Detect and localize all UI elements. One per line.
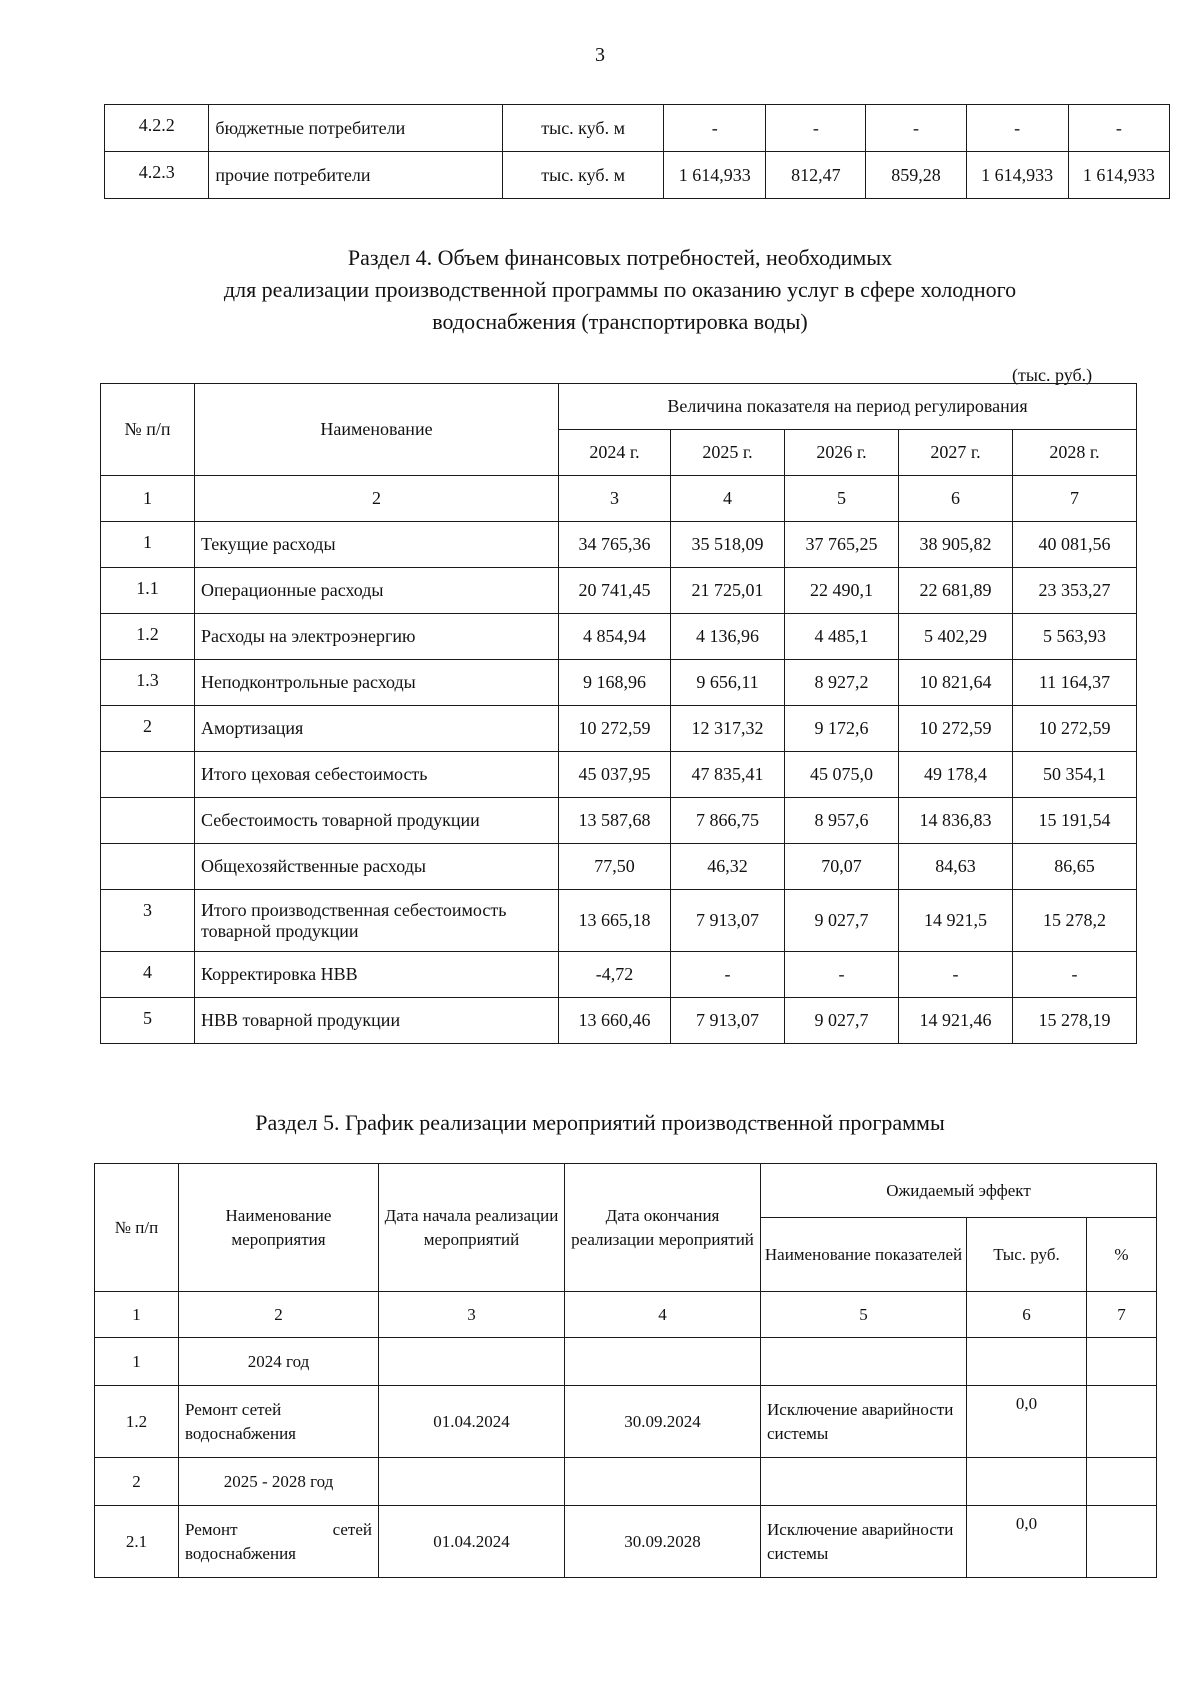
row-name: прочие потребители [209,152,503,199]
row-number: 1.2 [95,1386,179,1458]
header-name: Наименование мероприятия [179,1164,379,1292]
value-cell: 22 490,1 [785,568,899,614]
header-indicators: Наименование показателей [761,1218,967,1292]
row-name: бюджетные потребители [209,105,503,152]
col-number: 3 [379,1292,565,1338]
value-cell: 14 921,46 [899,998,1013,1044]
row-name: Общехозяйственные расходы [195,844,559,890]
value-cell: 9 027,7 [785,998,899,1044]
value-cell: 21 725,01 [671,568,785,614]
value-cell: -4,72 [559,952,671,998]
table-row [105,152,1170,199]
value-cell: 1 614,933 [966,152,1068,199]
value-cell: 4 485,1 [785,614,899,660]
value-cell: 9 172,6 [785,706,899,752]
header-year: 2024 г. [559,430,671,476]
value-cell: 15 278,19 [1013,998,1137,1044]
group-label: 2024 год [179,1338,379,1386]
value-cell: 50 354,1 [1013,752,1137,798]
row-name: Текущие расходы [195,522,559,568]
row-number [101,798,195,844]
row-name: Итого цеховая себестоимость [195,752,559,798]
column-number-row [101,476,1137,522]
table-row [101,614,1137,660]
section4-title-line: Раздел 4. Объем финансовых потребностей, необходимых [347,245,893,270]
row-start-date: 01.04.2024 [379,1506,565,1578]
value-cell: - [1013,952,1137,998]
value-cell: 37 765,25 [785,522,899,568]
row-number: 4.2.3 [105,152,209,199]
value-cell: 13 665,18 [559,890,671,952]
row-name: НВВ товарной продукции [195,998,559,1044]
value-cell: 84,63 [899,844,1013,890]
header-thousand-rub: Тыс. руб. [967,1218,1087,1292]
value-cell: 9 168,96 [559,660,671,706]
col-number: 1 [101,476,195,522]
value-cell: 7 913,07 [671,890,785,952]
row-name: Себестоимость товарной продукции [195,798,559,844]
value-cell: 8 927,2 [785,660,899,706]
col-number: 6 [899,476,1013,522]
value-cell: - [766,105,866,152]
header-row [95,1164,1157,1218]
table-row [101,952,1137,998]
value-cell: 70,07 [785,844,899,890]
header-end: Дата окончания реализации мероприятий [565,1164,761,1292]
value-cell: 34 765,36 [559,522,671,568]
row-percent [1087,1386,1157,1458]
col-number: 1 [95,1292,179,1338]
header-percent: % [1087,1218,1157,1292]
value-cell: 40 081,56 [1013,522,1137,568]
col-number: 7 [1013,476,1137,522]
value-cell: 10 272,59 [899,706,1013,752]
row-number: 1.1 [101,568,195,614]
row-number: 4 [101,952,195,998]
row-value: 0,0 [967,1506,1087,1578]
value-cell: 38 905,82 [899,522,1013,568]
row-name: Корректировка НВВ [195,952,559,998]
value-cell: 1 614,933 [664,152,766,199]
value-cell: 46,32 [671,844,785,890]
row-name: Операционные расходы [195,568,559,614]
table-row [95,1386,1157,1458]
section4-title [150,242,1090,338]
value-cell: 12 317,32 [671,706,785,752]
row-number [101,752,195,798]
col-number: 4 [671,476,785,522]
value-cell: 35 518,09 [671,522,785,568]
row-percent [1087,1506,1157,1578]
row-name: Неподконтрольные расходы [195,660,559,706]
value-cell: - [866,105,966,152]
value-cell: 10 821,64 [899,660,1013,706]
table-row [101,752,1137,798]
col-number: 7 [1087,1292,1157,1338]
table-row [101,890,1137,952]
col-number: 2 [179,1292,379,1338]
header-num: № п/п [101,384,195,476]
value-cell: 11 164,37 [1013,660,1137,706]
value-cell: 4 854,94 [559,614,671,660]
row-name: Итого производственная себестоимость товарной продукции [195,890,559,952]
header-name: Наименование [195,384,559,476]
table-row [101,798,1137,844]
value-cell: 86,65 [1013,844,1137,890]
row-number: 1.2 [101,614,195,660]
value-cell: 13 660,46 [559,998,671,1044]
col-number: 2 [195,476,559,522]
section4-title-line: водоснабжения (транспортировка воды) [432,309,808,334]
value-cell: 7 866,75 [671,798,785,844]
row-number: 4.2.2 [105,105,209,152]
value-cell: 45 037,95 [559,752,671,798]
row-number: 3 [101,890,195,952]
table-row [101,568,1137,614]
value-cell: 9 656,11 [671,660,785,706]
header-year: 2027 г. [899,430,1013,476]
group-number: 2 [95,1458,179,1506]
value-cell: 10 272,59 [1013,706,1137,752]
group-label: 2025 - 2028 год [179,1458,379,1506]
value-cell: 77,50 [559,844,671,890]
value-cell: 1 614,933 [1068,152,1169,199]
table-row [105,105,1170,152]
row-indicator: Исключение аварийности системы [761,1506,967,1578]
table-row [95,1506,1157,1578]
row-name: Ремонт сетей водоснабжения [179,1386,379,1458]
value-cell: 49 178,4 [899,752,1013,798]
header-year: 2028 г. [1013,430,1137,476]
volume-table-continuation [104,104,1170,199]
column-number-row [95,1292,1157,1338]
value-cell: - [899,952,1013,998]
units-label: (тыс. руб.) [1012,365,1093,385]
value-cell: 20 741,45 [559,568,671,614]
value-cell: 15 278,2 [1013,890,1137,952]
row-number: 2.1 [95,1506,179,1578]
row-number: 1 [101,522,195,568]
header-row [101,384,1137,430]
col-number: 5 [785,476,899,522]
group-row [95,1338,1157,1386]
header-start: Дата начала реализации мероприятий [379,1164,565,1292]
row-end-date: 30.09.2024 [565,1386,761,1458]
row-indicator: Исключение аварийности системы [761,1386,967,1458]
table-row [101,660,1137,706]
value-cell: 14 836,83 [899,798,1013,844]
value-cell: 859,28 [866,152,966,199]
table-row [101,706,1137,752]
group-number: 1 [95,1338,179,1386]
value-cell: 14 921,5 [899,890,1013,952]
value-cell: 4 136,96 [671,614,785,660]
value-cell: 10 272,59 [559,706,671,752]
row-start-date: 01.04.2024 [379,1386,565,1458]
section4-title-line: для реализации производственной программы по оказанию услуг в сфере холодного [223,277,1017,302]
header-period: Величина показателя на период регулирования [559,384,1137,430]
value-cell: 22 681,89 [899,568,1013,614]
header-effect: Ожидаемый эффект [761,1164,1157,1218]
header-num: № п/п [95,1164,179,1292]
value-cell: 8 957,6 [785,798,899,844]
financial-needs-table [100,383,1137,1044]
section5-title: Раздел 5. График реализации мероприятий производственной программы [255,1110,945,1135]
value-cell: - [664,105,766,152]
table-row [101,844,1137,890]
value-cell: 812,47 [766,152,866,199]
row-number [101,844,195,890]
page-number: 3 [595,44,605,66]
row-value: 0,0 [967,1386,1087,1458]
value-cell: 13 587,68 [559,798,671,844]
row-number: 1.3 [101,660,195,706]
value-cell: - [966,105,1068,152]
value-cell: 5 402,29 [899,614,1013,660]
table-row [101,522,1137,568]
header-year: 2026 г. [785,430,899,476]
header-year: 2025 г. [671,430,785,476]
row-name: Расходы на электроэнергию [195,614,559,660]
value-cell: 45 075,0 [785,752,899,798]
row-number: 5 [101,998,195,1044]
row-unit: тыс. куб. м [503,152,664,199]
value-cell: 9 027,7 [785,890,899,952]
col-number: 5 [761,1292,967,1338]
value-cell: - [785,952,899,998]
table-row [101,998,1137,1044]
row-end-date: 30.09.2028 [565,1506,761,1578]
row-name: Ремонт сетей водоснабжения [179,1506,379,1578]
value-cell: - [671,952,785,998]
row-name: Амортизация [195,706,559,752]
value-cell: 5 563,93 [1013,614,1137,660]
value-cell: 47 835,41 [671,752,785,798]
schedule-table [94,1163,1157,1578]
col-number: 6 [967,1292,1087,1338]
row-unit: тыс. куб. м [503,105,664,152]
value-cell: 15 191,54 [1013,798,1137,844]
value-cell: 23 353,27 [1013,568,1137,614]
group-row [95,1458,1157,1506]
col-number: 4 [565,1292,761,1338]
col-number: 3 [559,476,671,522]
value-cell: - [1068,105,1169,152]
value-cell: 7 913,07 [671,998,785,1044]
row-number: 2 [101,706,195,752]
